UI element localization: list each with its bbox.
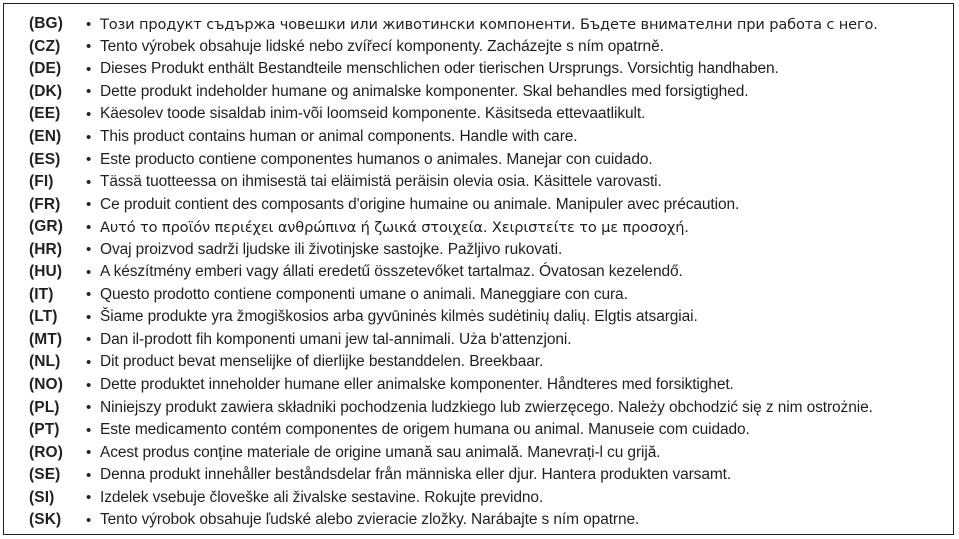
row-hu (29, 261, 949, 284)
row-it (29, 284, 949, 307)
language-code: (ES) (29, 150, 61, 168)
language-code: (DE) (29, 60, 62, 78)
row-pt (29, 419, 949, 442)
row-en (29, 126, 949, 149)
row-dk (29, 81, 949, 104)
bullet-icon: • (86, 241, 92, 259)
warning-text: Niniejszy produkt zawiera składniki pochodzenia ludzkiego lub zwierzęcego. Należy obchodzić się z nim ostrożnie. (100, 398, 873, 416)
language-code: (EN) (29, 128, 62, 145)
warning-text: Šiame produkte yra žmogiškosios arba gyvūninės kilmės sudėtinių dalių. Elgtis atsargiai. (100, 308, 698, 326)
warning-text: Dette produkt indeholder humane og animalske komponenter. Skal behandles med forsigtighed. (100, 82, 749, 100)
row-pl (29, 396, 949, 419)
warning-text: Dieses Produkt enthält Bestandteile menschlichen oder tierischen Ursprungs. Vorsichtig handhaben. (100, 60, 779, 78)
row-sk (29, 509, 949, 532)
bullet-icon: • (86, 489, 92, 507)
warning-text: Questo prodotto contiene componenti umane o animali. Maneggiare con cura. (100, 285, 628, 303)
warning-text: Ovaj proizvod sadrži ljudske ili životinjske sastojke. Pažljivo rukovati. (100, 240, 563, 258)
warning-text: This product contains human or animal components. Handle with care. (100, 128, 578, 145)
row-ro (29, 441, 949, 464)
language-code: (BG) (29, 15, 63, 33)
bullet-icon: • (86, 105, 92, 123)
bullet-icon: • (86, 60, 92, 78)
warning-text: Denna produkt innehåller beståndsdelar från människa eller djur. Hantera produkten varsamt. (100, 466, 732, 484)
bullet-icon: • (86, 353, 92, 371)
row-nl (29, 351, 949, 374)
warning-text: Käesolev toode sisaldab inim-või loomseid komponente. Käsitseda ettevaatlikult. (100, 105, 646, 123)
bullet-icon: • (86, 286, 92, 304)
row-mt (29, 329, 949, 352)
warning-text: Este medicamento contém componentes de origem humana ou animal. Manuseie com cuidado. (100, 421, 750, 439)
language-code: (EE) (29, 105, 61, 123)
row-bg (29, 13, 949, 36)
warning-text: A készítmény emberi vagy állati eredetű összetevőket tartalmaz. Óvatosan kezelendő. (100, 263, 683, 281)
language-code: (IT) (29, 285, 54, 303)
bullet-icon: • (86, 421, 92, 439)
language-code: (MT) (29, 330, 63, 348)
language-code: (PL) (29, 398, 60, 416)
bullet-icon: • (86, 376, 92, 394)
bullet-icon: • (86, 331, 92, 349)
row-lt (29, 306, 949, 329)
row-fr (29, 193, 949, 216)
bullet-icon: • (86, 511, 92, 529)
warning-text: Tento výrobek obsahuje lidské nebo zvířecí komponenty. Zacházejte s ním opatrně. (100, 37, 664, 55)
bullet-icon: • (86, 128, 92, 146)
language-code: (SI) (29, 488, 55, 506)
language-code: (RO) (29, 443, 63, 461)
warning-text: Ce produit contient des composants d'origine humaine ou animale. Manipuler avec précaution. (100, 195, 740, 213)
warning-text: Този продукт съдържа човешки или животински компоненти. Бъдете внимателни при работа с него. (100, 15, 878, 33)
language-code: (SK) (29, 511, 62, 529)
bullet-icon: • (86, 218, 92, 236)
bullet-icon: • (86, 38, 92, 56)
warning-text: Tento výrobok obsahuje ľudské alebo zvieracie zložky. Narábajte s ním opatrne. (100, 511, 640, 529)
bullet-icon: • (86, 263, 92, 281)
language-code: (SE) (29, 466, 61, 484)
bullet-icon: • (86, 196, 92, 214)
row-hr (29, 238, 949, 261)
multilingual-warning-list (29, 13, 949, 532)
warning-text: Acest produs conține materiale de origine umană sau animală. Manevrați-l cu grijă. (100, 443, 661, 461)
warning-text: Izdelek vsebuje človeške ali živalske sestavine. Rokujte previdno. (100, 488, 544, 506)
bullet-icon: • (86, 308, 92, 326)
bullet-icon: • (86, 173, 92, 191)
row-es (29, 148, 949, 171)
bullet-icon: • (86, 15, 92, 33)
language-code: (NL) (29, 353, 61, 371)
bullet-icon: • (86, 83, 92, 101)
row-se (29, 464, 949, 487)
row-no (29, 374, 949, 397)
language-code: (HU) (29, 263, 63, 281)
language-code: (CZ) (29, 37, 61, 55)
language-code: (HR) (29, 240, 63, 258)
language-code: (PT) (29, 421, 60, 439)
warning-text: Tässä tuotteessa on ihmisestä tai eläimistä peräisin olevia osia. Käsittele varovasti. (100, 173, 662, 191)
warning-text: Dan il-prodott fih komponenti umani jew tal-annimali. Uża b'attenzjoni. (100, 330, 572, 348)
bullet-icon: • (86, 466, 92, 484)
row-de (29, 58, 949, 81)
row-gr (29, 216, 949, 239)
row-ee (29, 103, 949, 126)
warning-text: Αυτό το προϊόν περιέχει ανθρώπινα ή ζωικά στοιχεία. Χειριστείτε το με προσοχή. (100, 218, 689, 236)
row-cz (29, 36, 949, 59)
warning-text: Dit product bevat menselijke of dierlijke bestanddelen. Breekbaar. (100, 353, 544, 371)
row-fi (29, 171, 949, 194)
language-code: (DK) (29, 82, 63, 100)
language-code: (LT) (29, 308, 58, 326)
language-code: (FI) (29, 173, 54, 191)
warning-text: Dette produktet inneholder humane eller animalske komponenter. Håndteres med forsiktighet. (100, 376, 734, 394)
bullet-icon: • (86, 151, 92, 169)
language-code: (FR) (29, 195, 61, 213)
bullet-icon: • (86, 444, 92, 462)
language-code: (NO) (29, 376, 63, 394)
warning-text: Este producto contiene componentes humanos o animales. Manejar con cuidado. (100, 150, 653, 168)
row-si (29, 486, 949, 509)
bullet-icon: • (86, 399, 92, 417)
language-code: (GR) (29, 218, 63, 236)
